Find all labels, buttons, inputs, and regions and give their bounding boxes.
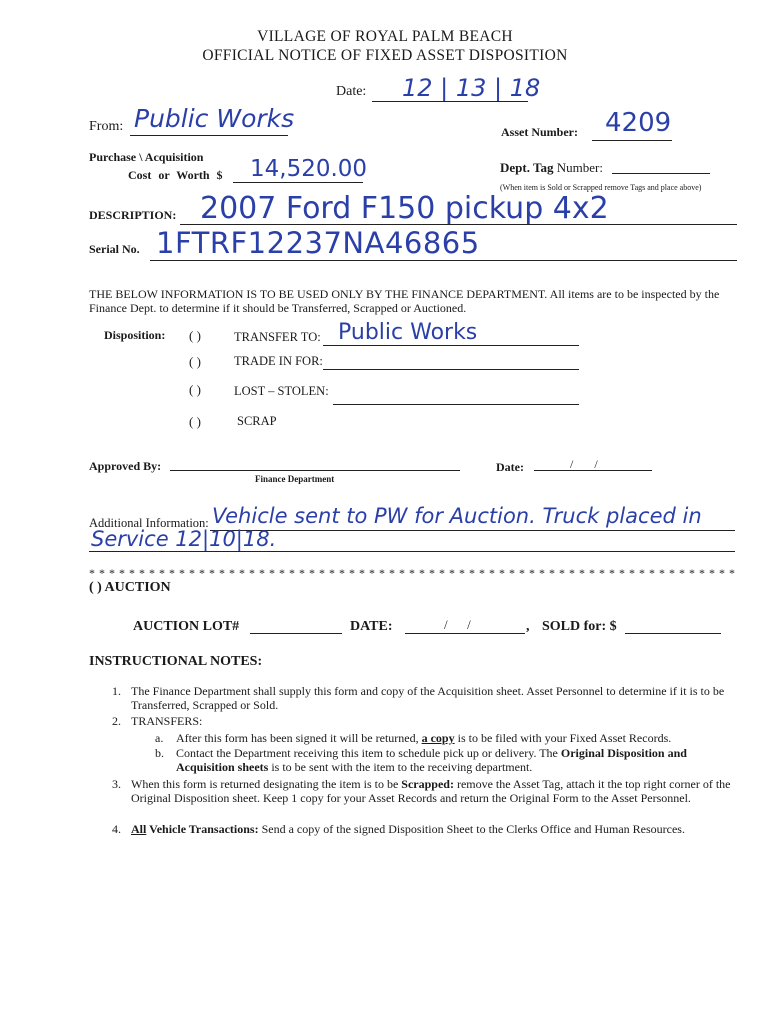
approved-by-label: Approved By: [89,459,162,473]
disposition-label: Disposition: [104,328,166,342]
auction-date-value[interactable]: / / [444,617,471,632]
additional-info-line1[interactable]: Vehicle sent to PW for Auction. Truck placed in [212,504,702,528]
auction-date-label: DATE: [350,619,393,634]
approved-date-value[interactable]: / / [570,457,598,471]
cost-label: Cost or Worth $ [128,168,223,182]
additional-info-line2[interactable]: Service 12|10|18. [91,527,277,551]
finance-department-sublabel: Finance Department [255,474,335,484]
trade-in-line[interactable] [323,369,579,370]
auction-lot-line[interactable] [250,633,342,634]
note-2b-number: b. [155,746,164,760]
approved-date-label: Date: [496,460,524,474]
note-2-text: TRANSFERS: [131,714,203,728]
asset-number-value[interactable]: 4209 [605,108,672,138]
form-title-line2: OFFICIAL NOTICE OF FIXED ASSET DISPOSITION [202,47,568,64]
additional-info-underline2 [89,551,735,552]
asset-number-line [592,140,672,141]
from-label: From: [89,119,124,134]
additional-info-label: Additional Information: [89,516,209,530]
note-4-text: All Vehicle Transactions: Send a copy of the signed Disposition Sheet to the Clerks Office and Human Resources. [131,822,685,836]
note-1-number: 1. [112,684,121,698]
purchase-label: Purchase \ Acquisition [89,150,204,164]
serial-value[interactable]: 1FTRF12237NA46865 [156,226,480,260]
note-2-number: 2. [112,714,121,728]
cost-line [233,182,363,183]
description-line [180,224,737,225]
transfer-checkbox[interactable]: ( ) [189,328,201,343]
cost-value[interactable]: 14,520.00 [250,156,368,182]
note-2a-text: After this form has been signed it will be returned, a copy is to be filed with your Fixed Asset Records. [176,731,672,745]
trade-in-label: TRADE IN FOR: [234,354,323,368]
dept-tag-label: Dept. Tag Number: [500,160,603,175]
note-1-text: The Finance Department shall supply this form and copy of the Acquisition sheet. Asset Personnel to determine if it is to be Transferred, Scrapped or Sold. [131,684,725,712]
from-line [130,135,288,136]
approved-by-line[interactable] [170,470,460,471]
auction-date-line [405,633,525,634]
lost-stolen-label: LOST – STOLEN: [234,384,329,398]
sold-for-label: SOLD for: $ [542,619,617,634]
lost-stolen-line[interactable] [333,404,579,405]
asset-number-label: Asset Number: [501,125,578,139]
trade-in-checkbox[interactable]: ( ) [189,354,201,369]
description-value[interactable]: 2007 Ford F150 pickup 4x2 [200,191,609,226]
section-separator: * * * * * * * * * * * * * * * * * * * * * * * * * * * * * * * * * * * * * * * * * * * * * * * * * * * * * * * * * * * * * * * * * [89,566,736,580]
note-3-number: 3. [112,777,121,791]
transfer-value[interactable]: Public Works [338,320,478,345]
from-value[interactable]: Public Works [134,104,295,133]
serial-line [150,260,737,261]
dept-tag-note: (When item is Sold or Scrapped remove Tags and place above) [500,183,702,192]
note-2b-text: Contact the Department receiving this item to schedule pick up or delivery. The Original Disposition and Acquisition sheets is to be sent with the item to the receiving department. [176,746,687,774]
dept-tag-line[interactable] [612,173,710,174]
additional-info-underline1 [210,530,735,531]
transfer-line [323,345,579,346]
note-4-number: 4. [112,822,121,836]
date-label: Date: [336,84,367,99]
instructional-notes-title: INSTRUCTIONAL NOTES: [89,654,263,669]
date-value[interactable]: 12 | 13 | 18 [402,74,541,102]
auction-comma: , [526,619,530,634]
auction-lot-label: AUCTION LOT# [133,619,240,634]
note-3-text: When this form is returned designating the item is to be Scrapped: remove the Asset Tag, attach it the top right corner of the Original Disposition sheet. Keep 1 copy for your Asset Records and return the Original Form to the Asset Personnel. [131,777,731,805]
lost-stolen-checkbox[interactable]: ( ) [189,382,201,397]
approved-date-line [534,470,652,471]
form-title-line1: VILLAGE OF ROYAL PALM BEACH [257,28,513,45]
finance-notice: THE BELOW INFORMATION IS TO BE USED ONLY BY THE FINANCE DEPARTMENT. All items are to be inspected by the Finance Dept. to determine if it should be Transferred, Scrapped or Auctioned. [89,287,720,315]
sold-for-line[interactable] [625,633,721,634]
date-line [372,101,528,102]
note-2a-number: a. [155,731,164,745]
description-label: DESCRIPTION: [89,208,177,222]
scrap-checkbox[interactable]: ( ) [189,414,201,429]
scrap-label: SCRAP [237,414,277,428]
serial-label: Serial No. [89,242,140,256]
auction-title[interactable]: ( ) AUCTION [89,580,171,595]
transfer-label: TRANSFER TO: [234,330,321,344]
